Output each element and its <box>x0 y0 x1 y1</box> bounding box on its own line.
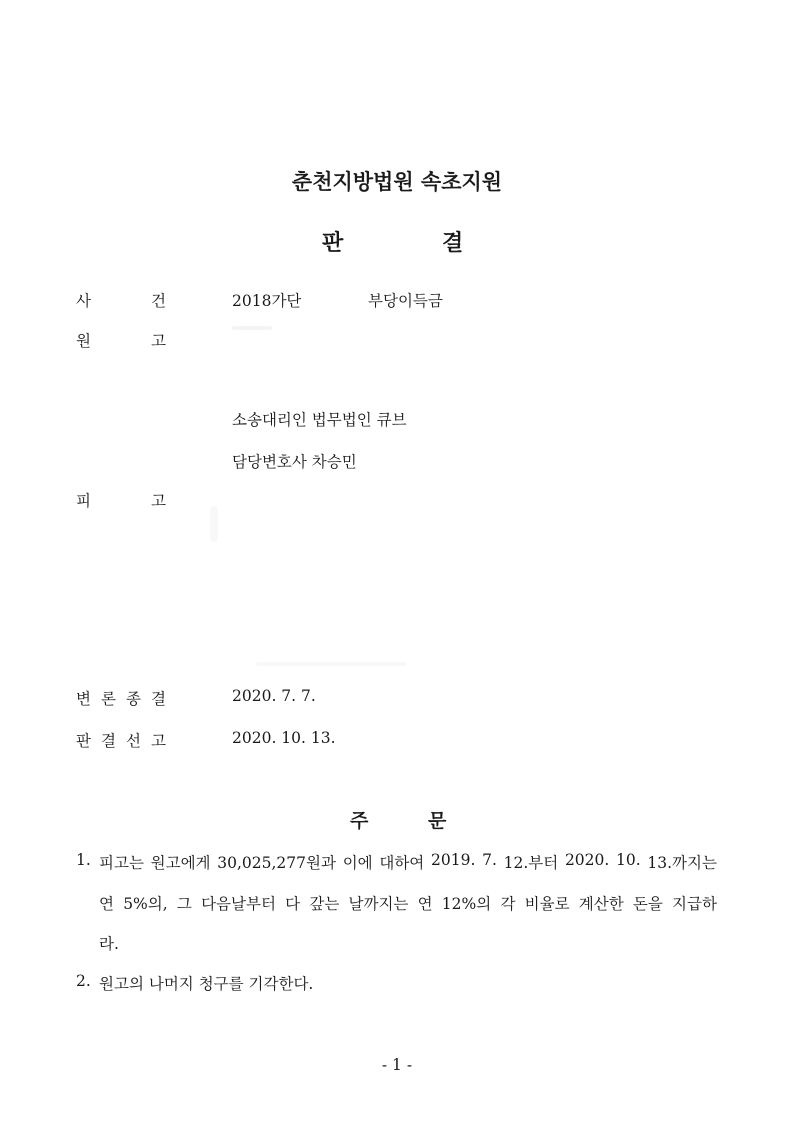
document-title-char-2: 결 <box>442 231 464 256</box>
word: 5%의, <box>123 895 168 913</box>
word: 지급하 <box>672 895 717 913</box>
plaintiff-label-char-1: 원 <box>76 332 91 350</box>
page-number: - 1 - <box>381 1056 413 1074</box>
word: 30,025,277원과 <box>217 854 336 872</box>
order-1-number: 1. <box>76 851 91 869</box>
hearing-end-label-char-4: 결 <box>151 690 166 708</box>
word: 7. <box>482 851 497 869</box>
defendant-redacted <box>210 506 218 542</box>
word: 대하여 <box>379 854 425 872</box>
order-title-char-2: 문 <box>428 810 447 832</box>
word: 연 <box>99 895 114 913</box>
court-name: 춘천지방법원 속초지원 <box>291 170 503 194</box>
word: 다 <box>285 895 301 913</box>
word: 12%의 <box>441 895 492 913</box>
ruling-date: 2020. 10. 13. <box>232 729 336 747</box>
word: 그 <box>176 895 192 913</box>
defendant-label-char-1: 피 <box>76 492 91 510</box>
hearing-end-label <box>76 687 166 709</box>
word: 계산한 <box>578 895 624 913</box>
order-1-line-1 <box>99 851 717 873</box>
case-label-char-2: 건 <box>151 292 166 310</box>
order-2-number: 2. <box>76 972 91 990</box>
hearing-end-date: 2020. 7. 7. <box>232 687 316 705</box>
word: 각 <box>500 895 516 913</box>
word: 13.까지는 <box>647 854 717 872</box>
word: 2020. <box>564 851 610 869</box>
hearing-end-label-char-1: 변 <box>76 690 91 708</box>
case-label-char-1: 사 <box>76 292 91 310</box>
representative-attorney: 담당변호사 차승민 <box>232 453 357 471</box>
plaintiff-label-char-2: 고 <box>151 332 166 350</box>
defendant-label <box>76 489 166 511</box>
representative-firm: 소송대리인 법무법인 큐브 <box>232 411 407 429</box>
order-2-text: 원고의 나머지 청구를 기각한다. <box>99 975 314 993</box>
case-label <box>76 289 166 311</box>
ruling-date-label-char-3: 선 <box>126 732 141 750</box>
word: 다음날부터 <box>201 895 276 913</box>
word: 날까지는 <box>348 895 409 913</box>
ruling-date-label-char-1: 판 <box>76 732 91 750</box>
word: 2019. <box>431 851 476 869</box>
defendant-address-redacted <box>256 662 406 666</box>
word: 피고는 <box>99 854 144 872</box>
ruling-date-label <box>76 729 166 751</box>
plaintiff-label <box>76 329 166 351</box>
word: 돈을 <box>632 895 663 913</box>
plaintiff-redacted <box>232 326 272 330</box>
order-1-line-3: 라. <box>99 935 119 953</box>
defendant-label-char-2: 고 <box>151 492 166 510</box>
ruling-date-label-char-2: 결 <box>101 732 116 750</box>
case-number: 2018가단 <box>232 292 302 310</box>
order-title-char-1: 주 <box>350 810 369 832</box>
ruling-date-label-char-4: 고 <box>151 732 166 750</box>
word: 원고에게 <box>150 854 211 872</box>
hearing-end-label-char-2: 론 <box>101 690 116 708</box>
word: 연 <box>417 895 433 913</box>
word: 비율로 <box>524 895 570 913</box>
case-name: 부당이득금 <box>368 292 443 310</box>
order-1-line-2 <box>99 892 717 914</box>
word: 이에 <box>342 854 373 872</box>
word: 12.부터 <box>503 854 559 872</box>
word: 갚는 <box>309 895 340 913</box>
document-title-char-1: 판 <box>322 231 344 256</box>
hearing-end-label-char-3: 종 <box>126 690 141 708</box>
word: 10. <box>616 851 641 869</box>
